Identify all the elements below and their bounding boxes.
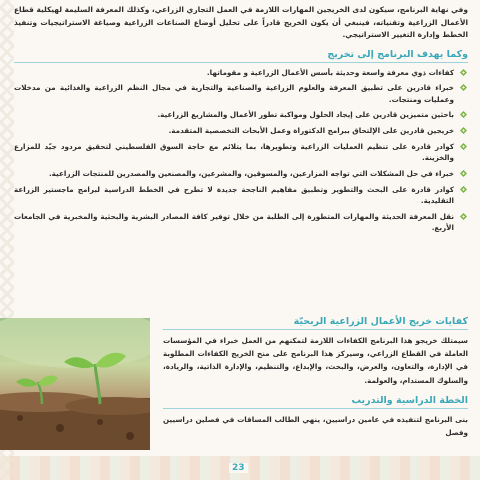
objective-text: نقل المعرفة الحديثة والمهارات المتطورة إلى الطلبة من خلال توفير كافة المصادر البشرية والبحثية والمخبرية في الجامعات الأربع. (14, 211, 454, 232)
diamond-bullet-icon (460, 127, 467, 134)
objective-text: خبراء قادرين على تطبيق المعرفة والعلوم الزراعية والصناعية والتجارية في مجال النظم الزراعية والغذائية من مدخلات وعمليات ومنتجات. (14, 83, 454, 104)
diamond-bullet-icon (460, 186, 467, 193)
competencies-paragraph: سيمتلك خريجو هذا البرنامج الكفاءات اللازمة لتمكنهم من العمل خبراء في المؤسسات العاملة في القطاع الزراعي، وسيركز هذا البرنامج على منح الخريج الكفاءات المطلوبة في الإدارة، والتعاون، والعرض، والبحث، والإبداع، والتنظيم، والإدارة الذاتية، والريادة، والسلوك المستدام، والعولمة. (163, 336, 468, 385)
seedlings-photo (0, 318, 150, 450)
objective-text: كوادر قادرة على البحث والتطوير وتطبيق مفاهيم الناجحة جديدة لا تطرح في الخطط الدراسية لبرامج ماجستير الزراعة التقليدية. (14, 184, 454, 205)
objective-text: كوادر قادرة على تنظيم العمليات الزراعية وتطويرها، بما يتلائم مع حاجة السوق الفلسطيني لتحقيق مردود جيّد للمزارع والخزينة. (14, 141, 454, 163)
objective-item (14, 141, 468, 163)
objective-text: كفاءات ذوي معرفة واسعة وحديثة بأسس الأعمال الزراعية و مقوماتها. (206, 67, 454, 77)
study-plan-heading: الخطة الدراسية والتدريب (163, 395, 468, 409)
objective-item (14, 168, 468, 179)
diamond-bullet-icon (460, 111, 467, 118)
objective-item (14, 109, 468, 120)
objective-item (14, 67, 468, 78)
seedlings-illustration (0, 318, 150, 450)
page-content (14, 4, 468, 238)
objective-text: باحثين متميزين قادرين على إيجاد الحلول ومواكبة تطور الأعمال والمشاريع الزراعية. (157, 110, 454, 120)
objective-item (14, 125, 468, 136)
objective-item (14, 211, 468, 233)
diamond-bullet-icon (460, 143, 467, 150)
objective-text: خبراء في حل المشكلات التي تواجه المزارعين، والمسوقين، والمشرعين، والمصنعين والمصدرين للمنتجات الزراعية. (48, 168, 454, 178)
diamond-bullet-icon (460, 69, 467, 76)
page-number: 23 (229, 463, 248, 473)
competencies-section (163, 309, 468, 439)
diamond-bullet-icon (460, 170, 467, 177)
objective-item (14, 184, 468, 206)
objective-item (14, 82, 468, 104)
competencies-heading: كفايات خريج الأعمال الزراعية الربحيّة (163, 316, 468, 330)
intro-paragraph: وفي نهاية البرنامج، سيكون لدى الخريجين المهارات اللازمة في العمل التجاري الزراعي، وكذلك المعرفة السليمة لهيكلية قطاع الأعمال الزراعية وتقنياته، فينبغي أن يكون الخريج قادراً على تحليل أوضاع الصناعات الزراعية وصياغة الاستراتيجيات وتنفيذ الخطط وإدارة التغيير الاستراتيجي. (14, 5, 468, 39)
objectives-heading: وكما يهدف البرنامج إلى تخريج (14, 49, 468, 63)
diamond-bullet-icon (460, 84, 467, 91)
objectives-list (14, 67, 468, 234)
diamond-bullet-icon (460, 213, 467, 220)
study-plan-paragraph: بنى البرنامج لتنفيذه في عامين دراسيين، ينهي الطالب المساقات في فصلين دراسيين وفصل (163, 414, 468, 438)
objective-text: خريجين قادرين على الإلتحاق ببرامج الدكتوراة وعمل الأبحاث التخصصية المتقدمة. (168, 126, 454, 136)
